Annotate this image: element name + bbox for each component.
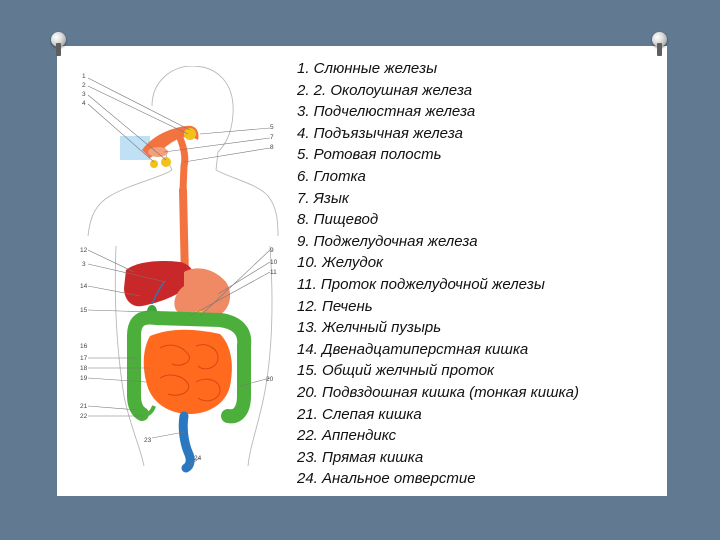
- right-shoulder-outline: [216, 170, 278, 236]
- diagram-number: 15: [80, 307, 88, 314]
- legend-item: 10. Желудок: [297, 254, 384, 272]
- rectum-shape: [183, 416, 190, 468]
- diagram-number: 16: [80, 343, 88, 350]
- legend-item: 7. Язык: [297, 189, 349, 207]
- legend-item: 8. Пищевод: [297, 211, 379, 229]
- submandibular-gland-shape: [161, 157, 171, 167]
- legend-item: 24. Анальное отверстие: [297, 470, 476, 488]
- diagram-number: 24: [194, 455, 202, 462]
- diagram-number: 11: [270, 269, 277, 276]
- legend-item: 13. Желчный пузырь: [297, 319, 442, 337]
- left-shoulder-outline: [88, 170, 172, 236]
- legend-item: 11. Проток поджелудочной железы: [297, 275, 545, 293]
- legend-item: 2. 2. Околоушная железа: [297, 81, 473, 99]
- digestive-system-illustration: [80, 66, 280, 476]
- sublingual-gland-shape: [150, 160, 158, 168]
- legend-item: 3. Подчелюстная железа: [297, 103, 476, 121]
- legend-item: 9. Поджелудочная железа: [297, 232, 478, 250]
- diagram-number: 22: [80, 413, 88, 420]
- diagram-number: 3: [82, 91, 86, 98]
- diagram-number: 5: [270, 124, 274, 131]
- pushpin-icon: [51, 32, 66, 47]
- diagram-number: 17: [80, 355, 88, 362]
- diagram-number: 23: [144, 437, 152, 444]
- diagram-number: 20: [266, 376, 274, 383]
- diagram-number: 4: [82, 100, 86, 107]
- legend-item: 20. Подвздошная кишка (тонкая кишка): [297, 383, 579, 401]
- small-intestine-shape: [144, 330, 232, 414]
- diagram-number: 14: [80, 283, 88, 290]
- legend-item: 5. Ротовая полость: [297, 146, 442, 164]
- legend-item: 15. Общий желчный проток: [297, 362, 495, 380]
- diagram-number: 2: [82, 82, 86, 89]
- legend-item: 22. Аппендикс: [297, 427, 397, 445]
- diagram-number: 9: [270, 247, 274, 254]
- legend-item: 6. Глотка: [297, 167, 366, 185]
- digestive-system-diagram: [80, 66, 280, 476]
- diagram-number: 8: [270, 144, 274, 151]
- diagram-number: 19: [80, 375, 88, 382]
- pharynx-shape: [180, 138, 185, 190]
- legend-item: 12. Печень: [297, 297, 373, 315]
- legend-item: 4. Подъязычная железа: [297, 124, 464, 142]
- diagram-number: 1: [82, 73, 86, 80]
- legend-item: 21. Слепая кишка: [297, 405, 422, 423]
- legend-item: 23. Прямая кишка: [297, 448, 424, 466]
- diagram-number: 12: [80, 247, 88, 254]
- diagram-number: 10: [270, 259, 278, 266]
- diagram-number: 18: [80, 365, 88, 372]
- right-torso-outline: [248, 246, 272, 466]
- pushpin-icon: [652, 32, 667, 47]
- ascending-colon-shape: [134, 336, 142, 414]
- legend-item: 14. Двенадцатиперстная кишка: [297, 340, 529, 358]
- legend-item: 1. Слюнные железы: [297, 60, 438, 77]
- diagram-number: 21: [80, 403, 88, 410]
- diagram-number: 3: [82, 261, 86, 268]
- legend-list: [297, 58, 579, 490]
- diagram-number: 7: [270, 134, 274, 141]
